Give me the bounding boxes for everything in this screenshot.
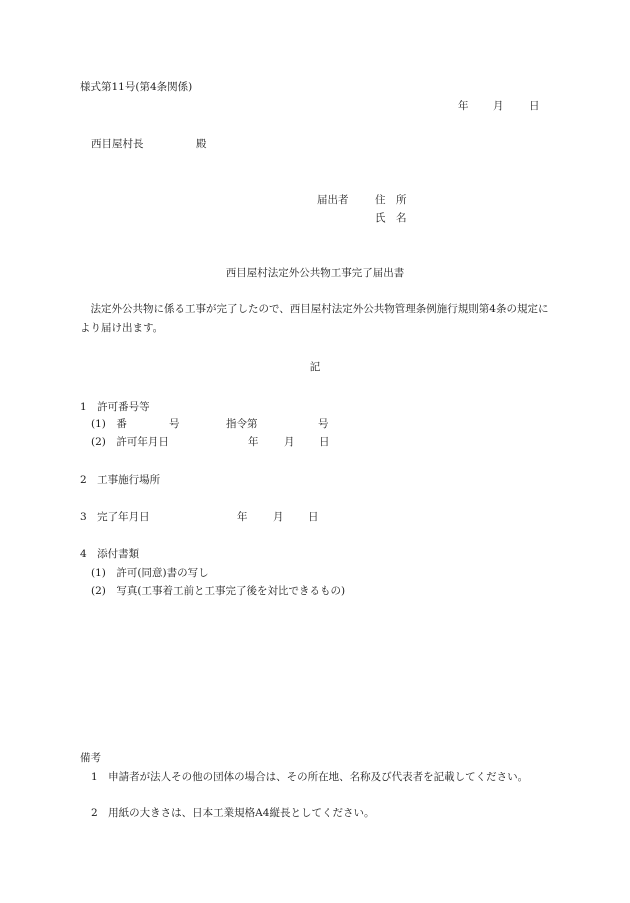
item1-sub1-go2: 号 [318, 418, 329, 430]
remarks-note-1: 1 申請者が法人その他の団体の場合は、その所在地、名称及び代表者を記載してください。 [91, 771, 529, 783]
item1-sub2-year: 年 [248, 436, 259, 448]
item3-year: 年 [237, 511, 248, 523]
item1-sub2-label: (2) 許可年月日 [91, 436, 169, 448]
item1-sub2-day: 日 [319, 436, 330, 448]
remarks-heading: 備考 [80, 752, 101, 764]
item1-sub1-shirei: 指令第 [226, 418, 258, 430]
date-year-label: 年 [458, 100, 469, 112]
item2-heading: 2 工事施行場所 [80, 474, 161, 486]
date-month-label: 月 [493, 100, 504, 112]
item4-sub2: (2) 写真(工事着工前と工事完了後を対比できるもの) [91, 585, 346, 597]
addressee-name: 西目屋村長 [91, 138, 144, 150]
item4-heading: 4 添付書類 [80, 548, 140, 560]
remarks-note-2: 2 用紙の大きさは、日本工業規格A4縦長としてください。 [91, 807, 375, 819]
date-day-label: 日 [529, 100, 540, 112]
addressee-honorific: 殿 [196, 138, 207, 150]
item3-day: 日 [308, 511, 319, 523]
body-paragraph: 法定外公共物に係る工事が完了したので、西目屋村法定外公共物管理条例施行規則第4条の規定により届け出ます。 [80, 303, 549, 334]
form-number: 様式第11号(第4条関係) [80, 81, 193, 93]
applicant-label: 届出者 [317, 194, 349, 206]
item4-sub1: (1) 許可(同意)書の写し [91, 567, 209, 579]
document-title: 西目屋村法定外公共物工事完了届出書 [225, 267, 405, 279]
item3-heading: 3 完了年月日 [80, 511, 150, 523]
item1-heading: 1 許可番号等 [80, 401, 150, 413]
applicant-name-label: 氏 名 [375, 212, 407, 224]
item1-sub1-go1: 号 [169, 418, 180, 430]
item1-sub1-label: (1) 番 [91, 418, 127, 430]
applicant-address-label: 住 所 [375, 194, 407, 206]
ki-marker: 記 [309, 361, 321, 373]
item3-month: 月 [273, 511, 284, 523]
item1-sub2-month: 月 [284, 436, 295, 448]
